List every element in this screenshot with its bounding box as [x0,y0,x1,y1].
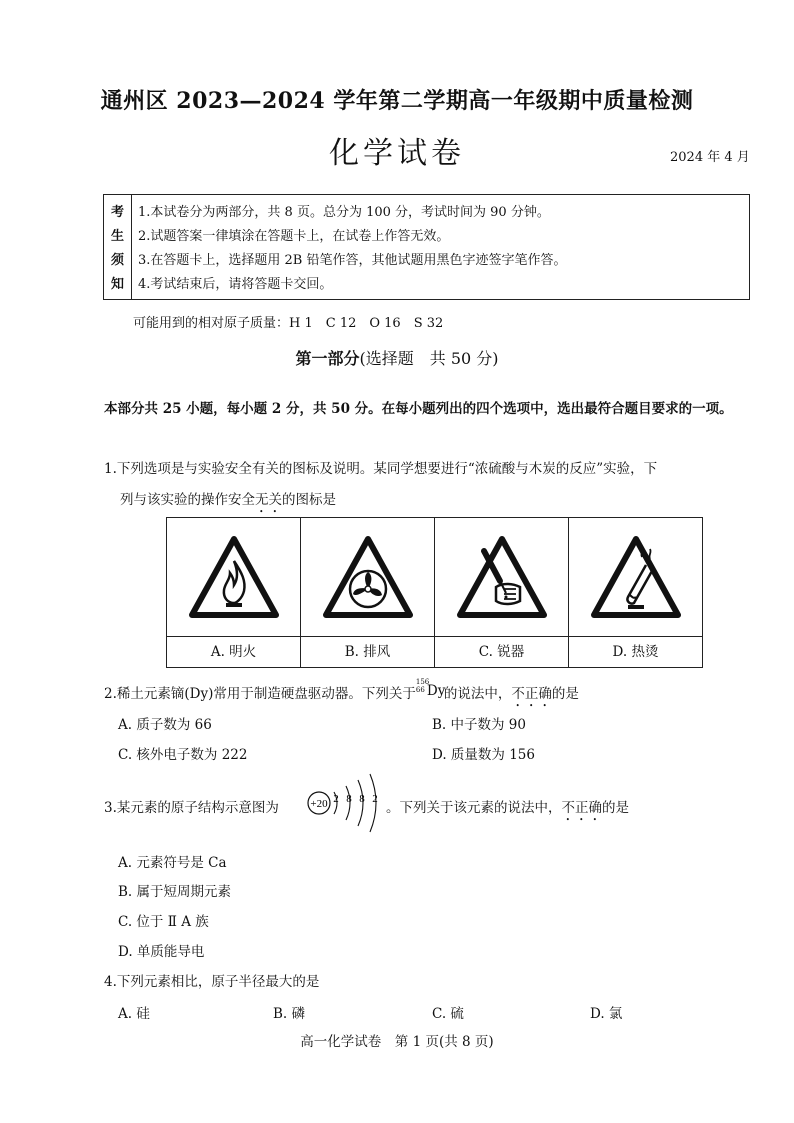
shell-electrons: 8 [346,793,352,805]
notice-item: 4.考试结束后，请将答题卡交回。 [138,277,333,292]
nucleus-charge: +20 [310,798,328,810]
q2-option-d: D. 质量数为 156 [432,747,535,763]
notice-item: 1.本试卷分为两部分，共 8 页。总分为 100 分，考试时间为 90 分钟。 [138,205,550,220]
q4-option-d: D. 氯 [590,1006,623,1022]
shell-electrons: 2 [333,793,339,805]
notice-item: 3.在答题卡上，选择题用 2B 铅笔作答，其他试题用黑色字迹签字笔作答。 [138,253,567,268]
q3-stem-text: 。下列关于该元素的说法中， [386,800,562,816]
q1-stem-line1: 1.下列选项是与实验安全有关的图标及说明。某同学想要进行“浓硫酸与木炭的反应”实验，下 [104,461,658,477]
q3-option-a: A. 元素符号是 Ca [118,855,227,871]
atomic-masses: 可能用到的相对原子质量：H 1 C 12 O 16 S 32 [133,316,444,331]
q4-option-a: A. 硅 [118,1006,150,1022]
exam-subtitle: 化学试卷 [329,136,465,171]
sharp-object-icon [454,533,550,623]
q2-stem-text: 的是 [551,686,579,702]
notice-heading-char: 考 [110,205,124,220]
q2-stem-text: 2.稀土元素镝(Dy)常用于制造硬盘驱动器。下列关于 [104,686,416,702]
q1-option-a [167,518,301,667]
part1-subtitle: (选择题 共 50 分) [359,349,499,368]
q1-option-label: B. 排风 [301,636,434,667]
q1-option-label: A. 明火 [167,636,300,667]
q1-option-b [301,518,435,667]
q4-option-b: B. 磷 [273,1006,306,1022]
q1-emphasis: 无关 [255,492,282,508]
notice-item: 2.试题答案一律填涂在答题卡上，在试卷上作答无效。 [138,229,450,244]
exam-date: 2024 年 4 月 [670,150,750,165]
q2-option-a: A. 质子数为 66 [118,717,212,733]
q2-option-c: C. 核外电子数为 222 [118,747,248,763]
hot-surface-icon [588,533,684,623]
q1-stem-text: 列与该实验的操作安全 [120,492,255,508]
q3-stem-rest [386,796,629,824]
q1-stem-text: 的图标是 [282,492,336,508]
q1-option-label: D. 热烫 [569,636,702,667]
q4-option-c: C. 硫 [432,1006,464,1022]
part1-title: 第一部分 [295,349,360,368]
candidate-notice-box [103,194,750,300]
q2-option-b: B. 中子数为 90 [432,717,526,733]
q3-option-d: D. 单质能导电 [118,944,205,960]
q1-option-c [435,518,569,667]
atom-structure-diagram [305,772,385,834]
q1-stem-line2 [120,488,336,516]
isotope-mass: 156 [415,678,430,686]
shell-electrons: 2 [372,793,378,805]
page-footer: 高一化学试卷 第 1 页(共 8 页) [300,1034,494,1050]
dy-isotope [415,678,446,699]
exam-title: 通州区 2023—2024 学年第二学期高一年级期中质量检测 [100,88,694,114]
notice-heading-char: 须 [110,253,124,268]
shell-electrons: 8 [359,793,365,805]
q3-emphasis: 不正确 [561,800,602,816]
notice-heading-char: 生 [110,229,124,244]
isotope-number: 66 [415,686,425,694]
q2-stem [104,678,579,710]
fan-icon [320,533,416,623]
notice-items [138,201,567,297]
q3-stem-text: 的是 [602,800,629,816]
q2-emphasis: 不正确 [511,686,552,702]
part1-instruction: 本部分共 25 小题，每小题 2 分，共 50 分。在每小题列出的四个选项中，选出最符合题目要求的一项。 [104,401,733,417]
q3-stem-a: 3.某元素的原子结构示意图为 [104,800,279,816]
isotope-symbol: Dy [426,683,446,699]
notice-heading [104,195,132,299]
q1-option-d [569,518,702,667]
q1-option-label: C. 锐器 [435,636,568,667]
q4-stem: 4.下列元素相比，原子半径最大的是 [104,974,320,990]
notice-heading-char: 知 [110,277,124,292]
part1-heading [0,346,794,369]
q1-icon-table [166,517,703,668]
q2-stem-text: 的说法中， [443,686,512,702]
flame-icon [186,533,282,623]
q3-option-b: B. 属于短周期元素 [118,884,232,900]
q3-option-c: C. 位于 Ⅱ A 族 [118,914,209,930]
